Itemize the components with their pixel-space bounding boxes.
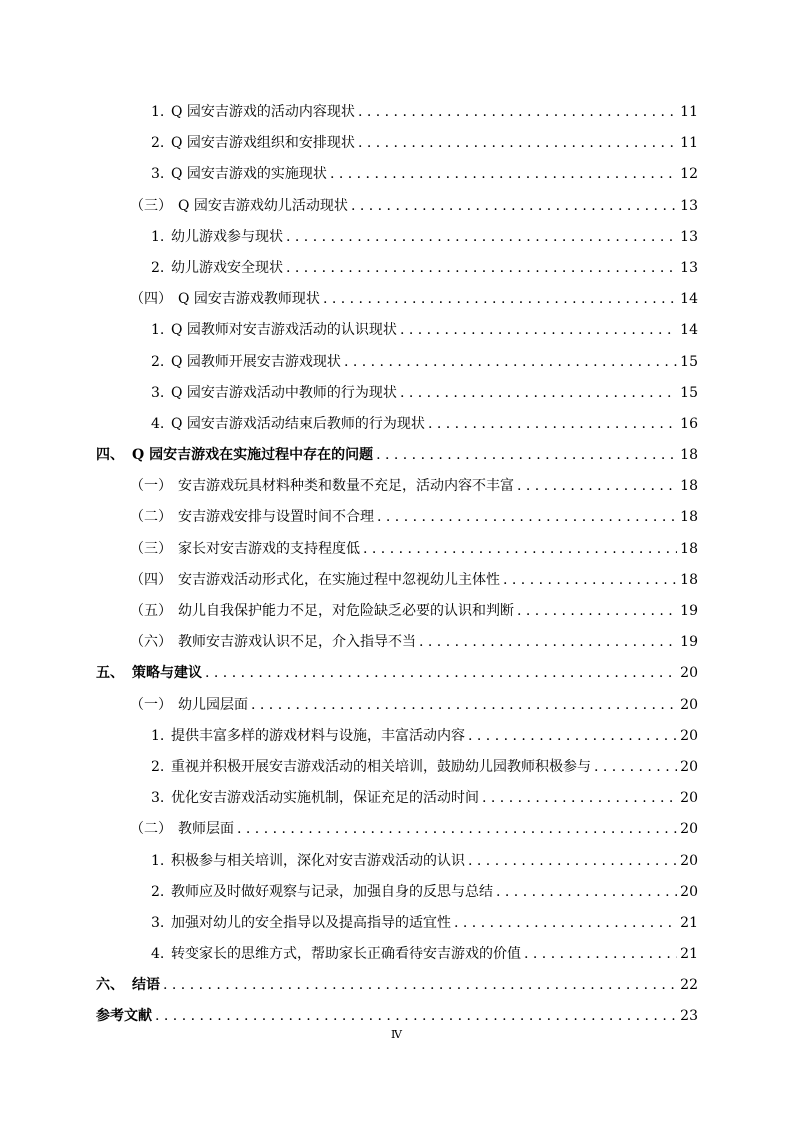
toc-dot-leader: [344, 347, 677, 378]
toc-entry-number: 2.: [151, 135, 165, 152]
toc-entry-number: 四、: [96, 447, 124, 464]
toc-dot-leader: [330, 159, 677, 190]
toc-entry-page: 20: [680, 696, 698, 713]
toc-entry-title: 家长对安吉游戏的支持程度低: [178, 540, 360, 557]
toc-entry-title: Q 园安吉游戏教师现状: [178, 291, 320, 308]
toc-entry-number: 2.: [151, 883, 165, 900]
toc-entry-page: 21: [680, 946, 698, 963]
toc-entry[interactable]: [96, 627, 698, 658]
toc-entry-page: 22: [680, 977, 698, 994]
toc-dot-leader: [237, 814, 677, 845]
toc-entry-number: 2.: [151, 259, 165, 276]
toc-entry-title: 教师安吉游戏认识不足，介入指导不当: [178, 634, 416, 651]
toc-entry-number: 2.: [151, 353, 165, 370]
toc-entry-page: 15: [680, 384, 698, 401]
toc-entry-page: 19: [680, 634, 698, 651]
toc-dot-leader: [286, 253, 677, 284]
toc-dot-leader: [358, 128, 677, 159]
toc-entry-page: 20: [680, 790, 698, 807]
toc-entry-page: 20: [680, 821, 698, 838]
toc-dot-leader: [400, 315, 677, 346]
toc-dot-leader: [524, 939, 677, 970]
toc-entry-title: 安吉游戏玩具材料种类和数量不充足，活动内容不丰富: [178, 478, 514, 495]
toc-entry[interactable]: [96, 658, 698, 689]
toc-entry-title: 转变家长的思维方式，帮助家长正确看待安吉游戏的价值: [171, 946, 521, 963]
toc-entry[interactable]: [96, 565, 698, 596]
toc-entry-page: 18: [680, 509, 698, 526]
toc-entry-title: 教师应及时做好观察与记录，加强自身的反思与总结: [171, 883, 493, 900]
toc-entry-number: 1.: [151, 228, 165, 245]
toc-entry-number: （四）: [130, 291, 172, 308]
toc-entry[interactable]: [96, 970, 698, 1001]
toc-entry[interactable]: [96, 502, 698, 533]
toc-entry-page: 21: [680, 914, 698, 931]
toc-entry[interactable]: [96, 471, 698, 502]
toc-entry-number: 1.: [151, 322, 165, 339]
toc-entry-number: 3.: [151, 384, 165, 401]
toc-entry-number: 六、: [96, 977, 124, 994]
toc-entry-page: 12: [680, 166, 698, 183]
toc-entry-page: 18: [680, 478, 698, 495]
toc-dot-leader: [517, 471, 677, 502]
toc-dot-leader: [377, 502, 677, 533]
toc-entry-page: 18: [680, 540, 698, 557]
toc-entry-number: （二）: [130, 821, 172, 838]
toc-entry-page: 20: [680, 727, 698, 744]
toc-dot-leader: [163, 970, 677, 1001]
toc-entry-title: Q 园教师开展安吉游戏现状: [171, 353, 341, 370]
toc-entry-title: 策略与建议: [132, 665, 202, 682]
toc-dot-leader: [594, 752, 677, 783]
toc-entry[interactable]: [96, 284, 698, 315]
table-of-contents: [96, 97, 698, 1033]
toc-entry-number: （三）: [130, 197, 172, 214]
toc-entry-number: 3.: [151, 166, 165, 183]
toc-entry-number: 4.: [151, 415, 165, 432]
toc-entry-title: Q 园安吉游戏活动中教师的行为现状: [171, 384, 397, 401]
toc-entry-title: 重视并积极开展安吉游戏活动的相关培训，鼓励幼儿园教师积极参与: [171, 758, 591, 775]
toc-entry-number: 4.: [151, 946, 165, 963]
toc-entry[interactable]: [96, 752, 698, 783]
toc-entry-title: 幼儿游戏安全现状: [171, 259, 283, 276]
toc-entry-page: 16: [680, 415, 698, 432]
toc-entry[interactable]: [96, 378, 698, 409]
toc-entry[interactable]: [96, 97, 698, 128]
toc-entry[interactable]: [96, 534, 698, 565]
toc-entry-number: 2.: [151, 758, 165, 775]
toc-entry-page: 13: [680, 228, 698, 245]
toc-entry[interactable]: [96, 128, 698, 159]
toc-entry-title: 教师层面: [178, 821, 234, 838]
toc-entry-number: 3.: [151, 914, 165, 931]
toc-entry-page: 11: [680, 104, 698, 120]
toc-dot-leader: [419, 627, 677, 658]
toc-dot-leader: [358, 97, 677, 128]
toc-entry-page: 20: [680, 665, 698, 682]
toc-entry[interactable]: [96, 783, 698, 814]
toc-entry-title: Q 园安吉游戏活动结束后教师的行为现状: [171, 415, 425, 432]
toc-entry-page: 14: [680, 322, 698, 339]
toc-entry-title: Q 园教师对安吉游戏活动的认识现状: [171, 322, 397, 339]
toc-dot-leader: [482, 783, 677, 814]
toc-entry-title: Q 园安吉游戏在实施过程中存在的问题: [132, 447, 374, 464]
toc-entry-number: 五、: [96, 665, 124, 682]
toc-entry[interactable]: [96, 721, 698, 752]
toc-entry-page: 13: [680, 197, 698, 214]
toc-dot-leader: [323, 284, 677, 315]
toc-entry-page: 20: [680, 758, 698, 775]
toc-entry-number: （一）: [130, 696, 172, 713]
toc-entry-title: 提供丰富多样的游戏材料与设施，丰富活动内容: [171, 727, 465, 744]
toc-entry-title: 优化安吉游戏活动实施机制，保证充足的活动时间: [171, 790, 479, 807]
toc-dot-leader: [468, 721, 677, 752]
toc-entry-number: （六）: [130, 634, 172, 651]
toc-entry[interactable]: [96, 191, 698, 222]
toc-entry[interactable]: [96, 690, 698, 721]
toc-entry-number: （三）: [130, 540, 172, 557]
toc-entry-page: 15: [680, 353, 698, 370]
toc-dot-leader: [428, 409, 677, 440]
toc-dot-leader: [351, 191, 677, 222]
toc-dot-leader: [205, 658, 677, 689]
toc-entry-page: 20: [680, 883, 698, 900]
toc-dot-leader: [251, 690, 677, 721]
toc-entry[interactable]: [96, 440, 698, 471]
toc-dot-leader: [503, 565, 677, 596]
toc-entry-page: 18: [680, 447, 698, 464]
toc-entry[interactable]: [96, 253, 698, 284]
toc-entry-number: 1.: [151, 852, 165, 869]
toc-entry-title: Q 园安吉游戏的实施现状: [171, 166, 327, 183]
toc-entry[interactable]: [96, 222, 698, 253]
toc-dot-leader: [363, 534, 677, 565]
toc-entry-title: Q 园安吉游戏幼儿活动现状: [178, 197, 348, 214]
toc-entry-title: 幼儿自我保护能力不足，对危险缺乏必要的认识和判断: [178, 603, 514, 619]
toc-entry[interactable]: [96, 877, 698, 908]
toc-dot-leader: [468, 846, 677, 877]
toc-entry-title: 结语: [132, 977, 160, 994]
toc-dot-leader: [517, 596, 677, 627]
toc-entry[interactable]: [96, 908, 698, 939]
toc-entry[interactable]: [96, 159, 698, 190]
toc-entry-page: 11: [680, 135, 698, 152]
toc-entry-number: 1.: [151, 727, 165, 744]
toc-entry-number: （五）: [130, 603, 172, 619]
toc-entry[interactable]: [96, 409, 698, 440]
toc-entry-title: 安吉游戏活动形式化，在实施过程中忽视幼儿主体性: [178, 571, 500, 588]
toc-entry-title: Q 园安吉游戏的活动内容现状: [171, 104, 355, 120]
toc-entry-number: 1.: [151, 104, 165, 120]
toc-entry-page: 13: [680, 259, 698, 276]
page-number-footer: Ⅳ: [391, 1028, 402, 1041]
toc-entry-title: 积极参与相关培训，深化对安吉游戏活动的认识: [171, 852, 465, 869]
toc-entry-number: （四）: [130, 571, 172, 588]
toc-entry-title: Q 园安吉游戏组织和安排现状: [171, 135, 355, 152]
toc-dot-leader: [496, 877, 677, 908]
toc-entry-title: 加强对幼儿的安全指导以及提高指导的适宜性: [171, 914, 451, 931]
toc-dot-leader: [454, 908, 677, 939]
toc-entry-page: 19: [680, 603, 698, 619]
toc-entry[interactable]: [96, 347, 698, 378]
toc-dot-leader: [400, 378, 677, 409]
toc-entry[interactable]: [96, 846, 698, 877]
toc-entry-title: 幼儿游戏参与现状: [171, 228, 283, 245]
toc-entry[interactable]: [96, 814, 698, 845]
toc-entry-title: 参考文献: [96, 1008, 152, 1025]
toc-entry-page: 23: [680, 1008, 698, 1025]
toc-entry[interactable]: [96, 939, 698, 970]
toc-entry-page: 20: [680, 852, 698, 869]
toc-dot-leader: [376, 440, 677, 471]
toc-entry-page: 18: [680, 571, 698, 588]
toc-entry[interactable]: [96, 596, 698, 627]
toc-entry-number: （二）: [130, 509, 172, 526]
toc-entry-page: 14: [680, 291, 698, 308]
toc-entry[interactable]: [96, 315, 698, 346]
toc-entry-number: （一）: [130, 478, 172, 495]
toc-entry-title: 幼儿园层面: [178, 696, 248, 713]
toc-entry-number: 3.: [151, 790, 165, 807]
toc-entry-title: 安吉游戏安排与设置时间不合理: [178, 509, 374, 526]
toc-dot-leader: [286, 222, 677, 253]
